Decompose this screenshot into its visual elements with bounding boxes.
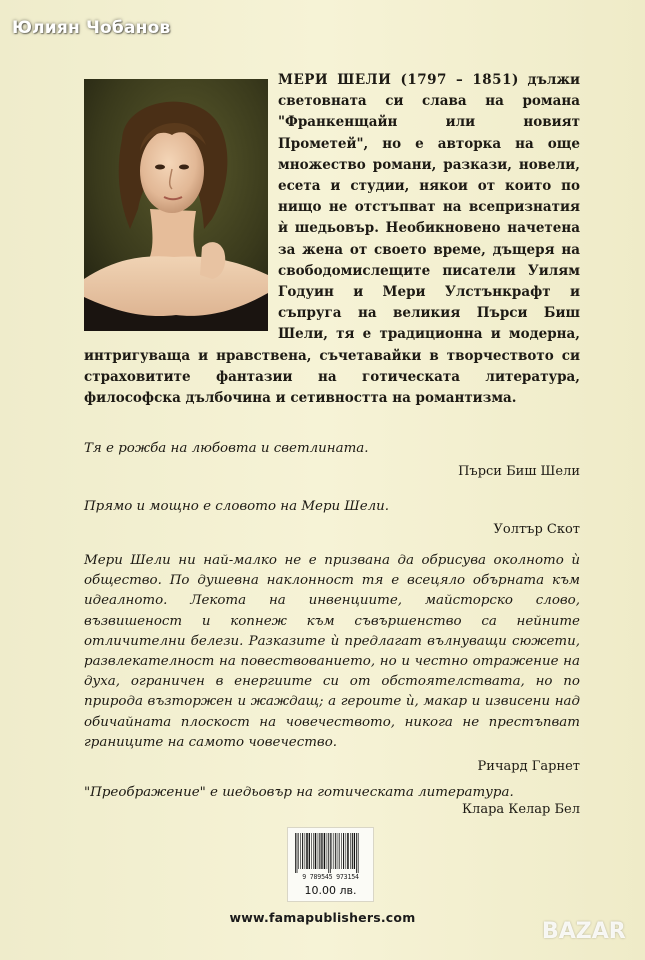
barcode-bar [338, 833, 339, 869]
publisher-website: www.famapublishers.com [229, 910, 416, 925]
isbn-digits: 9 789545 973154 [302, 873, 359, 881]
barcode-bar [339, 833, 340, 869]
quote-bell [84, 785, 580, 817]
author-biography [84, 70, 580, 409]
quote-text: Прямо и мощно е словото на Мери Шели. [84, 499, 390, 514]
barcode-bar [334, 833, 335, 869]
biography-text: дължи световната си слава на романа "Франкенщайн или новият Прометей", но е авторка на още множество романи, разкази, новели, есета и студии, някои от които по нищо не отстъпват на всепризнатия ѝ шедьовър. Необикновено начетена за жена от своето време, дъщеря на свободомислещите писатели Уилям Годуин и Мери Улстънкрафт и съпруга на великия Пърси Биш Шели, тя е традиционна и модерна, интригуваща и нравствена, съчетавайки в творчеството си страховитите фантазии на готическата литература, философска дълбочина и сетивността на романтизма. [84, 72, 580, 407]
barcode-bar [354, 833, 355, 869]
barcode-bar [313, 833, 314, 869]
quote-author: Уолтър Скот [493, 522, 580, 537]
bazar-watermark [538, 912, 638, 954]
barcode-bar [319, 833, 320, 869]
barcode-bar [302, 833, 303, 869]
barcode-bar [321, 833, 322, 869]
author-name-dates: МЕРИ ШЕЛИ (1797 – 1851) [278, 72, 519, 88]
barcode-bar [356, 833, 357, 873]
barcode-bar [309, 833, 310, 869]
barcode-bar [324, 833, 326, 869]
price: 10.00 лв. [304, 884, 357, 897]
barcode-bar [358, 833, 359, 873]
portrait-spacer [84, 70, 278, 334]
bazar-logo-text: BAZAR [542, 919, 626, 944]
quote-text: "Преображение" е шедьовър на готическата литература. [84, 785, 514, 800]
barcode-bar [346, 833, 347, 869]
barcode-label [287, 827, 374, 902]
barcode-bar [297, 833, 298, 873]
seller-watermark: Юлиян Чобанов [12, 18, 171, 38]
quote-author: Пърси Биш Шели [458, 464, 580, 479]
barcode-bar [352, 833, 353, 869]
quote-author: Ричард Гарнет [477, 759, 580, 775]
barcode-bar [330, 833, 331, 873]
barcode-bar [318, 833, 319, 869]
barcode-bar [306, 833, 308, 869]
barcode-bar [332, 833, 333, 869]
quote-garnett [84, 551, 580, 777]
barcode-bar [350, 833, 351, 869]
quote-shelley [84, 441, 580, 479]
barcode-bar [305, 833, 306, 869]
quote-scott [84, 499, 580, 537]
barcode-bar [315, 833, 317, 869]
quote-text: Тя е рожба на любовта и светлината. [84, 441, 369, 456]
barcode-bars [294, 833, 367, 873]
barcode-bar [300, 833, 301, 869]
quote-author: Клара Келар Бел [462, 802, 580, 817]
barcode-bar [295, 833, 296, 873]
barcode-bar [327, 833, 328, 869]
quote-text: Мери Шели ни най-малко не е призвана да обрисува околното ѝ общество. По душевна наклонност тя е всецяло обърната към идеалното. Лекота на инвенциите, майсторско слово, възвишеност и копнеж към съвършенство са нейните отличителни белези. Разказите ѝ предлагат вълнуващи сюжети, развлекателност на повествованието, но и честно отражение на духа, ограничен в енергиите си от обстоятелствата, но по природа възторжен и жаждащ; а героите ѝ, макар и извисени над обичайната плоскост на човечеството, никога не престъпват границите на самото човечество. [84, 553, 580, 750]
barcode-bar [298, 833, 299, 869]
barcode-bar [347, 833, 349, 869]
barcode-bar [328, 833, 329, 873]
barcode-bar [341, 833, 342, 869]
barcode-bar [343, 833, 344, 869]
barcode-bar [335, 833, 336, 869]
barcode-bar [311, 833, 312, 869]
